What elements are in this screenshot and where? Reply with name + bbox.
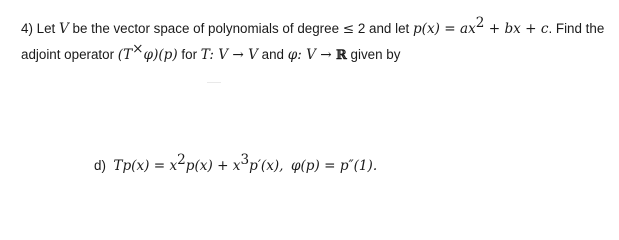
- math-p-definition: p(x) = ax: [412, 21, 476, 37]
- text: Let: [32, 21, 59, 36]
- le-symbol: ≤: [342, 21, 355, 37]
- exponent-2: 2: [475, 15, 485, 31]
- math-phi-map: φ: V →: [287, 47, 336, 63]
- text: for: [177, 47, 201, 62]
- math-p-part: p(x) + x: [185, 158, 241, 174]
- math-T-map: T: V → V: [200, 47, 258, 63]
- math-adjoint-close: φ)(p): [143, 47, 178, 63]
- math-adjoint-open: (T: [117, 47, 133, 63]
- math-p-rest: + bx + c: [484, 21, 549, 37]
- text: adjoint operator: [21, 47, 118, 62]
- text: be the vector space of polynomials of degree: [68, 21, 343, 36]
- faint-mark: [207, 82, 221, 83]
- math-p-prime: p′(x),: [249, 158, 284, 174]
- reals-symbol: ℝ: [336, 48, 347, 63]
- adjoint-symbol: ×: [132, 41, 144, 57]
- problem-line-2: [21, 41, 401, 65]
- problem-line-1: [21, 15, 605, 38]
- text: 2 and let: [354, 21, 413, 36]
- problem-number: 4): [21, 21, 33, 36]
- exponent-3: 3: [240, 152, 250, 168]
- math-phi: φ(p) = p″(1).: [290, 158, 378, 174]
- math-V: V: [58, 21, 69, 37]
- exponent-2: 2: [177, 152, 186, 168]
- text: . Find the: [548, 21, 605, 36]
- text: and: [257, 47, 288, 62]
- text: given by: [346, 47, 401, 62]
- part-d-line: [94, 152, 378, 175]
- math-Tp: Tp(x) = x: [113, 158, 178, 174]
- part-d-label: d): [94, 158, 106, 173]
